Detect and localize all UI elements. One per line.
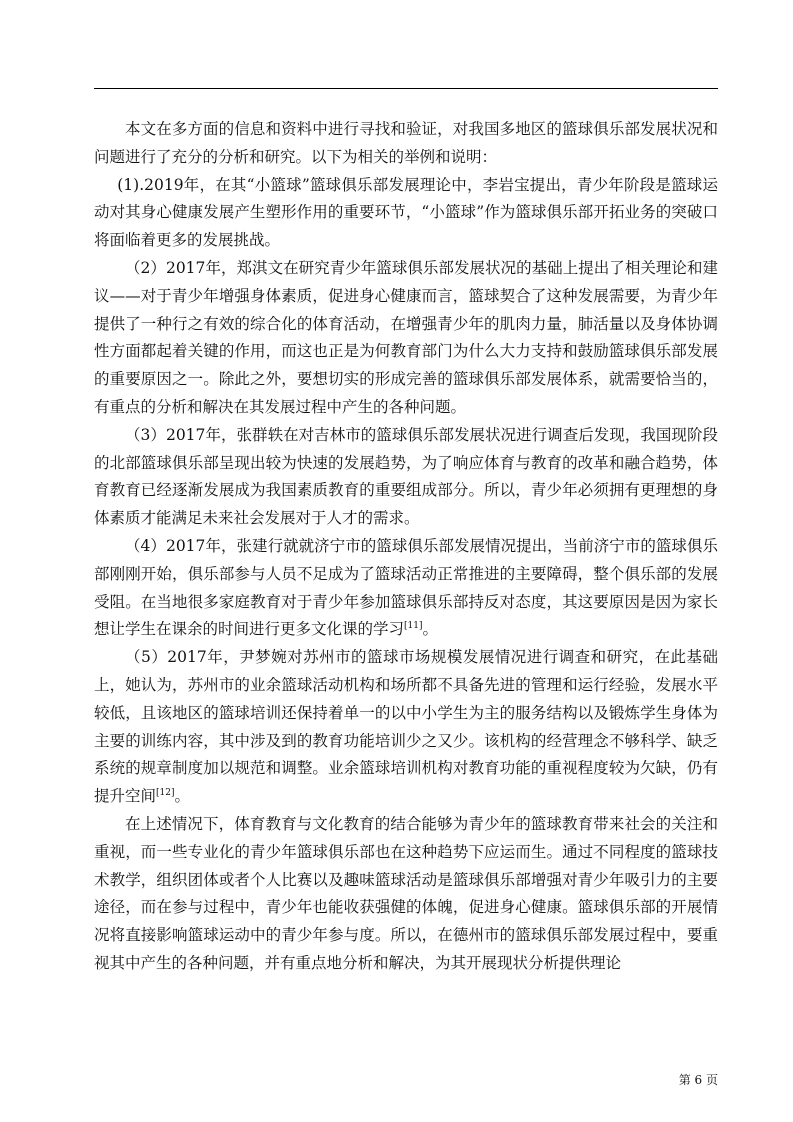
paragraph-item-3: （3）2017年，张群轶在对吉林市的篮球俱乐部发展状况进行调查后发现，我国现阶段的北部篮球俱乐部呈现出较为快速的发展趋势，为了响应体育与教育的改革和融合趋势，体育教育已经逐渐发展成为我国素质教育的重要组成部分。所以，青少年必须拥有更理想的身体素质才能满足未来社会发展对于人才的需求。 (94, 425, 718, 528)
paragraph-item-4 (94, 533, 718, 644)
paragraph-item-5 (94, 644, 718, 811)
header-rule (94, 88, 718, 89)
paragraph-item-2: （2）2017年，郑淇文在研究青少年篮球俱乐部发展状况的基础上提出了相关理论和建议——对于青少年增强身体素质，促进身心健康而言，篮球契合了这种发展需要，为青少年提供了一种行之有效的综合化的体育活动，在增强青少年的肌肉力量，肺活量以及身体协调性方面都起着关键的作用，而这也正是为何教育部门为什么大力支持和鼓励篮球俱乐部发展的重要原因之一。除此之外，要想切实的形成完善的篮球俱乐部发展体系，就需要恰当的，有重点的分析和解决在其发展过程中产生的各种问题。 (94, 258, 718, 416)
paragraph-item-4-text: （4）2017年，张建行就就济宁市的篮球俱乐部发展情况提出，当前济宁市的篮球俱乐部刚刚开始，俱乐部参与人员不足成为了篮球活动正常推进的主要障碍，整个俱乐部的发展受阻。在当地很多家庭教育对于青少年参加篮球俱乐部持反对态度，其这要原因是因为家长想让学生在课余的时间进行更多文化课的学习 (94, 536, 718, 639)
paragraph-summary: 在上述情况下，体育教育与文化教育的结合能够为青少年的篮球教育带来社会的关注和重视，而一些专业化的青少年篮球俱乐部也在这种趋势下应运而生。通过不同程度的篮球技术教学，组织团体或者个人比赛以及趣味篮球活动是篮球俱乐部增强对青少年吸引力的主要途径，而在参与过程中，青少年也能收获强健的体魄，促进身心健康。篮球俱乐部的开展情况将直接影响篮球运动中的青少年参与度。所以，在德州市的篮球俱乐部发展过程中，要重视其中产生的各种问题，并有重点地分析和解决，为其开展现状分析提供理论 (94, 814, 718, 972)
paragraph-item-1: (1).2019年，在其“小篮球”篮球俱乐部发展理论中，李岩宝提出，青少年阶段是篮球运动对其身心健康发展产生塑形作用的重要环节，“小篮球”作为篮球俱乐部开拓业务的突破口将面临着更多的发展挑战。 (94, 175, 718, 250)
paragraph-intro: 本文在多方面的信息和资料中进行寻找和验证，对我国多地区的篮球俱乐部发展状况和问题进行了充分的分析和研究。以下为相关的举例和说明： (94, 120, 718, 166)
paragraph-item-4-tail: 。 (422, 620, 439, 639)
citation-12: [12] (156, 787, 175, 798)
paragraph-item-5-text: （5）2017年，尹梦婉对苏州市的篮球市场规模发展情况进行调查和研究，在此基础上，她认为，苏州市的业余篮球活动机构和场所都不具备先进的管理和运行经验，发展水平较低，且该地区的篮球培训还保持着单一的以中小学生为主的服务结构以及锻炼学生身体为主要的训练内容，其中涉及到的教育功能培训少之又少。该机构的经营理念不够科学、缺乏系统的规章制度加以规范和调整。业余篮球培训机构对教育功能的重视程度较为欠缺，仍有提升空间 (94, 648, 718, 806)
paragraph-item-5-tail: 。 (174, 787, 191, 806)
page-number: 第 6 页 (678, 1073, 718, 1087)
citation-11: [11] (404, 621, 423, 632)
body-text (94, 116, 718, 978)
